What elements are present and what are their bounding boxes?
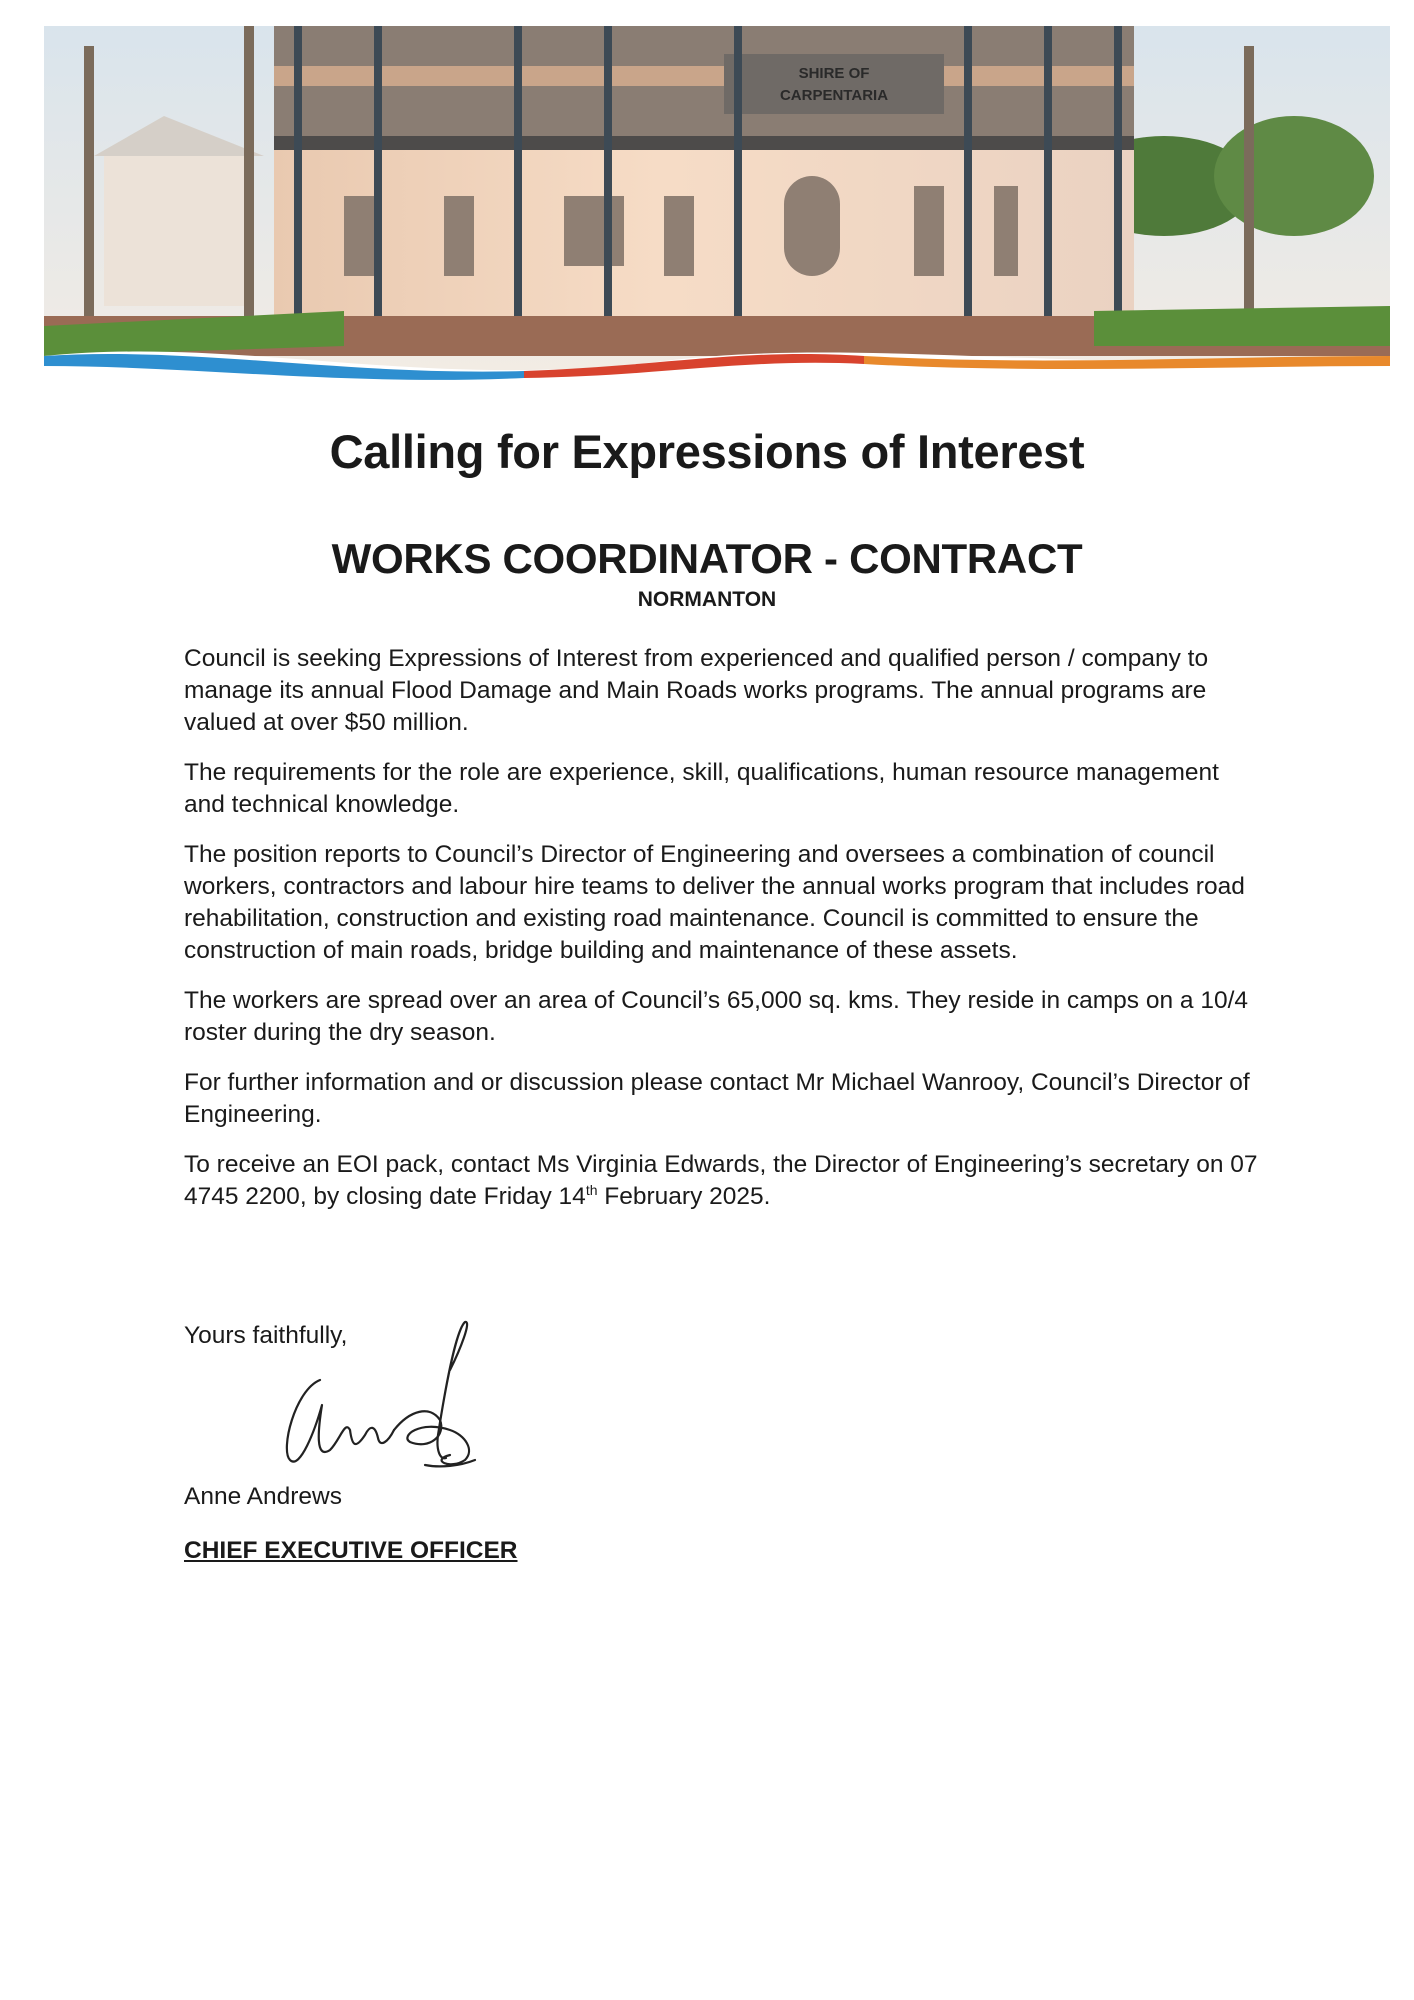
date-ordinal-suffix: th [585, 1181, 598, 1198]
position-location: NORMANTON [637, 588, 777, 611]
paragraph-work-area: The workers are spread over an area of Council’s 65,000 sq. kms. They reside in camps on a 10/4 roster during the dry season. [184, 987, 1249, 1046]
paragraph-contact-info: For further information and or discussion please contact Mr Michael Wanrooy, Council’s Director of Engineering. [184, 1069, 1250, 1128]
eoi-pack-text: To receive an EOI pack, contact Ms Virginia Edwards, the Director of Engineering’s secretary on 07 4745 2200, by closing date Friday 14 [184, 1151, 1258, 1210]
paragraph-intro: Council is seeking Expressions of Interest from experienced and qualified person / company to manage its annual Flood Damage and Main Roads works programs. The annual programs are valued at over $50 million. [184, 645, 1209, 736]
letter-body [184, 643, 1264, 1231]
paragraph-role-description: The position reports to Council’s Director of Engineering and oversees a combination of council workers, contractors and labour hire teams to deliver the annual works program that includes road rehabilitation, construction and existing road maintenance. Council is committed to ensure the construction of main roads, bridge building and maintenance of these assets. [184, 841, 1245, 964]
header-banner-photo [44, 26, 1390, 386]
signer-title: CHIEF EXECUTIVE OFFICER [184, 1537, 518, 1564]
handwritten-signature [260, 1310, 520, 1480]
position-title: WORKS COORDINATOR - CONTRACT [331, 535, 1083, 582]
banner-sign-line-2: CARPENTARIA [779, 87, 889, 104]
closing-salutation: Yours faithfully, [184, 1322, 348, 1349]
paragraph-eoi-pack [184, 1149, 1264, 1213]
paragraph-requirements: The requirements for the role are experience, skill, qualifications, human resource management and technical knowledge. [184, 759, 1219, 818]
banner-sign-line-1: SHIRE OF [798, 65, 870, 82]
signer-name: Anne Andrews [184, 1483, 342, 1510]
page-title: Calling for Expressions of Interest [329, 425, 1085, 478]
eoi-pack-date: February 2025. [597, 1183, 771, 1210]
